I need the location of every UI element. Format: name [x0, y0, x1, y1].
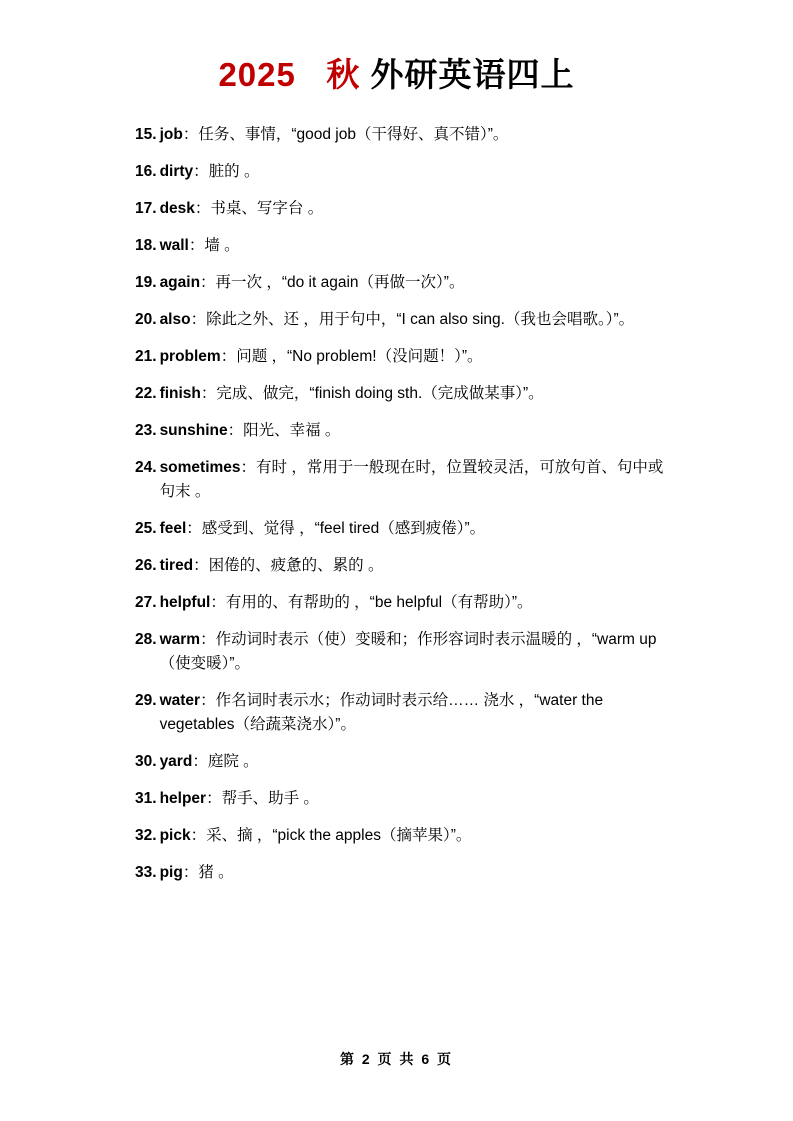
entry-definition: ：问题 ，“No problem!（没问题！）”。 — [220, 347, 483, 365]
entry-word: helpful — [159, 593, 211, 611]
entry-body — [160, 382, 675, 406]
entry-body — [160, 160, 675, 184]
entry-word: water — [159, 691, 201, 709]
entry-definition: ：有用的、有帮助的 ，“be helpful（有帮助）”。 — [210, 593, 533, 611]
entry-number: 29. — [135, 691, 157, 709]
entry-body — [160, 419, 675, 443]
entry-body — [160, 308, 675, 332]
entry-number: 20. — [135, 310, 157, 328]
entry-number: 17. — [135, 199, 157, 217]
entry-body — [160, 554, 675, 578]
entry-body — [160, 123, 675, 147]
entry-word: desk — [159, 199, 195, 217]
entry-definition: ：采、摘 ，“pick the apples（摘苹果）”。 — [190, 826, 472, 844]
entry-definition: ：作名词时表示水；作动词时表示给…… 浇水 ，“water the vegetables（给蔬菜浇水）”。 — [159, 691, 604, 733]
entry-number: 25. — [135, 519, 157, 537]
entry-definition: ：庭院 。 — [192, 752, 259, 770]
entry-definition: ：再一次 ，“do it again（再做一次）”。 — [200, 273, 465, 291]
entry-definition: ：有时 ，常用于一般现在时，位置较灵活，可放句首、句中或句末 。 — [159, 458, 664, 500]
list-item — [135, 861, 675, 885]
entry-word: finish — [159, 384, 201, 402]
entry-number: 15. — [135, 125, 157, 143]
entry-word: again — [159, 273, 201, 291]
entry-number: 28. — [135, 630, 157, 648]
entry-number: 16. — [135, 162, 157, 180]
entry-body — [160, 345, 675, 369]
list-item — [135, 419, 675, 443]
entry-number: 21. — [135, 347, 157, 365]
entry-number: 19. — [135, 273, 157, 291]
entry-body — [160, 197, 675, 221]
entry-number: 22. — [135, 384, 157, 402]
entry-definition: ：墙 。 — [188, 236, 240, 254]
list-item — [135, 271, 675, 295]
entry-body — [160, 750, 675, 774]
entry-body — [160, 861, 675, 885]
entry-number: 33. — [135, 863, 157, 881]
entry-word: job — [159, 125, 183, 143]
entry-number: 27. — [135, 593, 157, 611]
entry-definition: ：帮手、助手 。 — [206, 789, 319, 807]
list-item — [135, 234, 675, 258]
entry-definition: ：脏的 。 — [193, 162, 260, 180]
page-title — [0, 0, 793, 95]
entry-body — [160, 234, 675, 258]
entry-number: 32. — [135, 826, 157, 844]
list-item — [135, 345, 675, 369]
list-item — [135, 554, 675, 578]
entry-body — [160, 689, 675, 737]
entry-word: feel — [159, 519, 187, 537]
list-item — [135, 197, 675, 221]
list-item — [135, 308, 675, 332]
title-rest: 外研英语四上 — [370, 56, 575, 93]
entry-body — [160, 591, 675, 615]
entry-word: also — [159, 310, 191, 328]
entry-body — [160, 271, 675, 295]
entry-definition: ：感受到、觉得 ，“feel tired（感到疲倦）”。 — [186, 519, 486, 537]
entry-word: dirty — [159, 162, 194, 180]
entry-definition: ：任务、事情，“good job（干得好、真不错）”。 — [182, 125, 509, 143]
entry-definition: ：阳光、幸福 。 — [227, 421, 341, 439]
entry-number: 30. — [135, 752, 157, 770]
list-item — [135, 628, 675, 676]
entry-number: 18. — [135, 236, 157, 254]
entry-word: problem — [159, 347, 221, 365]
entry-number: 31. — [135, 789, 157, 807]
entry-definition: ：完成、做完，“finish doing sth.（完成做某事）”。 — [200, 384, 544, 402]
entry-body — [160, 824, 675, 848]
list-item — [135, 382, 675, 406]
entry-number: 26. — [135, 556, 157, 574]
entry-word: wall — [159, 236, 189, 254]
entry-word: sunshine — [159, 421, 228, 439]
entry-word: tired — [159, 556, 194, 574]
entry-body — [160, 787, 675, 811]
entry-definition: ：猪 。 — [182, 863, 234, 881]
list-item — [135, 824, 675, 848]
entry-word: warm — [159, 630, 201, 648]
page-footer: 第 2 页 共 6 页 — [339, 1051, 454, 1067]
list-item — [135, 517, 675, 541]
vocabulary-list — [0, 95, 793, 885]
list-item — [135, 456, 675, 504]
entry-word: pick — [159, 826, 191, 844]
entry-body — [160, 517, 675, 541]
entry-word: sometimes — [159, 458, 241, 476]
title-year: 2025 — [218, 56, 296, 93]
list-item — [135, 123, 675, 147]
entry-word: pig — [159, 863, 183, 881]
entry-definition: ：除此之外、还 ，用于句中，“I can also sing.（我也会唱歌。）”。 — [190, 310, 635, 328]
entry-definition: ：困倦的、疲惫的、累的 。 — [193, 556, 384, 574]
list-item — [135, 689, 675, 737]
list-item — [135, 787, 675, 811]
list-item — [135, 160, 675, 184]
entry-word: helper — [159, 789, 207, 807]
title-season: 秋 — [326, 56, 361, 93]
entry-body — [160, 628, 675, 676]
entry-number: 23. — [135, 421, 157, 439]
entry-body — [160, 456, 675, 504]
entry-number: 24. — [135, 458, 157, 476]
list-item — [135, 591, 675, 615]
entry-definition: ：作动词时表示（使）变暖和；作形容词时表示温暖的 ，“warm up（使变暖）”。 — [159, 630, 657, 672]
list-item — [135, 750, 675, 774]
entry-word: yard — [159, 752, 193, 770]
entry-definition: ：书桌、写字台 。 — [194, 199, 324, 217]
